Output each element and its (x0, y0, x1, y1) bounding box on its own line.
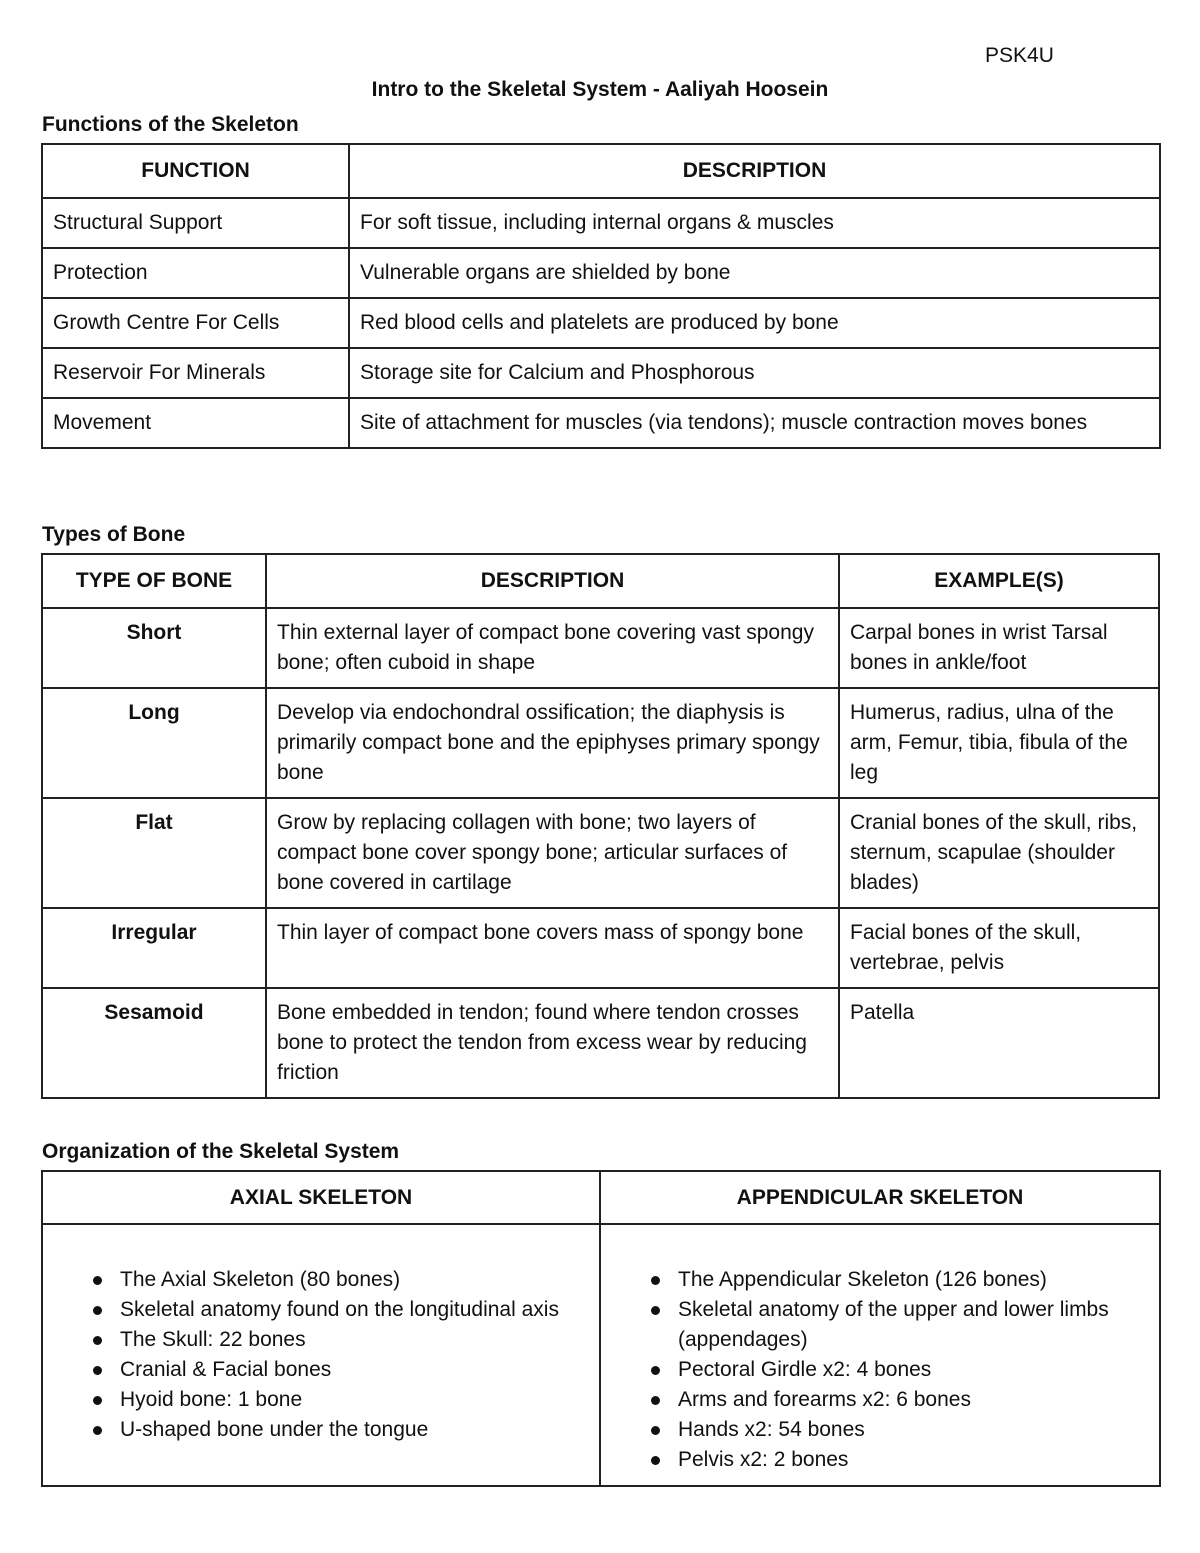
column-header: DESCRIPTION (349, 144, 1160, 198)
table-row (42, 248, 1160, 298)
description-cell: For soft tissue, including internal organs & muscles (349, 198, 1160, 248)
list-item: The Skull: 22 bones (83, 1325, 589, 1355)
examples-cell: Patella (839, 988, 1159, 1098)
axial-cell (42, 1224, 600, 1486)
function-cell: Growth Centre For Cells (42, 298, 349, 348)
bone-type-cell: Flat (42, 798, 266, 908)
list-item: Skeletal anatomy of the upper and lower limbs (appendages) (641, 1295, 1149, 1355)
table-row (42, 398, 1160, 448)
organization-heading: Organization of the Skeletal System (42, 1140, 400, 1163)
examples-cell: Humerus, radius, ulna of the arm, Femur, tibia, fibula of the leg (839, 688, 1159, 798)
appendicular-cell (600, 1224, 1160, 1486)
bone-type-cell: Long (42, 688, 266, 798)
table-header-row (42, 1171, 1160, 1224)
column-header: FUNCTION (42, 144, 349, 198)
list-item: Hyoid bone: 1 bone (83, 1385, 589, 1415)
list-item: Skeletal anatomy found on the longitudinal axis (83, 1295, 589, 1325)
axial-list (83, 1265, 589, 1445)
list-item: Pectoral Girdle x2: 4 bones (641, 1355, 1149, 1385)
description-cell: Vulnerable organs are shielded by bone (349, 248, 1160, 298)
list-item: Arms and forearms x2: 6 bones (641, 1385, 1149, 1415)
examples-cell: Carpal bones in wrist Tarsal bones in ankle/foot (839, 608, 1159, 688)
column-header: EXAMPLE(S) (839, 554, 1159, 608)
bone-types-heading: Types of Bone (42, 523, 186, 546)
table-row (42, 688, 1159, 798)
description-cell: Storage site for Calcium and Phosphorous (349, 348, 1160, 398)
description-cell: Develop via endochondral ossification; the diaphysis is primarily compact bone and the epiphyses primary spongy bone (266, 688, 839, 798)
examples-cell: Facial bones of the skull, vertebrae, pelvis (839, 908, 1159, 988)
function-cell: Reservoir For Minerals (42, 348, 349, 398)
table-row (42, 1224, 1160, 1486)
table-row (42, 348, 1160, 398)
table-row (42, 608, 1159, 688)
table-row (42, 198, 1160, 248)
list-item: Cranial & Facial bones (83, 1355, 589, 1385)
table-row (42, 798, 1159, 908)
bone-types-table (41, 553, 1160, 1099)
list-item: Hands x2: 54 bones (641, 1415, 1149, 1445)
description-cell: Red blood cells and platelets are produced by bone (349, 298, 1160, 348)
function-cell: Structural Support (42, 198, 349, 248)
list-item: The Axial Skeleton (80 bones) (83, 1265, 589, 1295)
bone-type-cell: Irregular (42, 908, 266, 988)
list-item: U-shaped bone under the tongue (83, 1415, 589, 1445)
column-header: TYPE OF BONE (42, 554, 266, 608)
table-row (42, 988, 1159, 1098)
course-code: PSK4U (985, 44, 1054, 67)
function-cell: Protection (42, 248, 349, 298)
table-header-row (42, 144, 1160, 198)
column-header: AXIAL SKELETON (42, 1171, 600, 1224)
examples-cell: Cranial bones of the skull, ribs, sternum, scapulae (shoulder blades) (839, 798, 1159, 908)
functions-heading: Functions of the Skeleton (42, 113, 299, 136)
column-header: DESCRIPTION (266, 554, 839, 608)
list-item: The Appendicular Skeleton (126 bones) (641, 1265, 1149, 1295)
description-cell: Site of attachment for muscles (via tendons); muscle contraction moves bones (349, 398, 1160, 448)
function-cell: Movement (42, 398, 349, 448)
description-cell: Thin layer of compact bone covers mass of spongy bone (266, 908, 839, 988)
column-header: APPENDICULAR SKELETON (600, 1171, 1160, 1224)
list-item: Pelvis x2: 2 bones (641, 1445, 1149, 1475)
table-header-row (42, 554, 1159, 608)
table-row (42, 298, 1160, 348)
bone-type-cell: Sesamoid (42, 988, 266, 1098)
bone-type-cell: Short (42, 608, 266, 688)
description-cell: Bone embedded in tendon; found where tendon crosses bone to protect the tendon from excess wear by reducing friction (266, 988, 839, 1098)
functions-table (41, 143, 1161, 449)
organization-table (41, 1170, 1161, 1487)
description-cell: Grow by replacing collagen with bone; two layers of compact bone cover spongy bone; articular surfaces of bone covered in cartilage (266, 798, 839, 908)
description-cell: Thin external layer of compact bone covering vast spongy bone; often cuboid in shape (266, 608, 839, 688)
table-row (42, 908, 1159, 988)
appendicular-list (641, 1265, 1149, 1475)
page-title: Intro to the Skeletal System - Aaliyah Hoosein (371, 78, 829, 101)
